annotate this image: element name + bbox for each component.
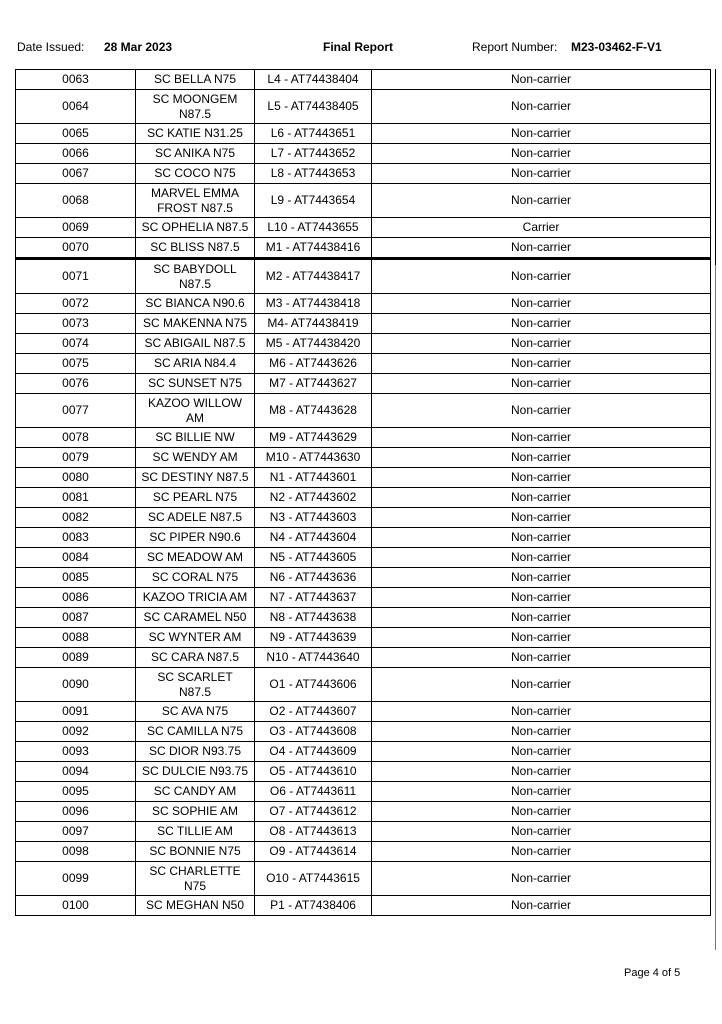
carrier-status-cell: Non-carrier [372,722,711,742]
tag-id-cell: O9 - AT7443614 [255,842,372,862]
sample-id-cell: 0068 [16,184,136,218]
tag-id-cell: N4 - AT7443604 [255,528,372,548]
tag-id-cell: N2 - AT7443602 [255,488,372,508]
animal-name-cell [136,528,255,548]
tag-id-cell: M4- AT74438419 [255,314,372,334]
tag-id-cell: O8 - AT7443613 [255,822,372,842]
sample-id-cell: 0082 [16,508,136,528]
animal-name-cell [136,354,255,374]
margin-rule-lower [715,265,716,950]
animal-name-cell [136,802,255,822]
sample-id-cell: 0072 [16,294,136,314]
table-row [16,144,711,164]
animal-name-line: SC KATIE N31.25 [147,126,243,140]
sample-id-cell: 0071 [16,259,136,294]
carrier-status-cell: Non-carrier [372,608,711,628]
table-row [16,90,711,124]
sample-id-cell: 0077 [16,394,136,428]
sample-id-cell: 0087 [16,608,136,628]
carrier-status-cell: Non-carrier [372,448,711,468]
tag-id-cell: L8 - AT7443653 [255,164,372,184]
animal-name-cell [136,374,255,394]
sample-id-cell: 0098 [16,842,136,862]
tag-id-cell: L9 - AT7443654 [255,184,372,218]
animal-name-cell [136,842,255,862]
sample-id-cell: 0070 [16,238,136,259]
sample-id-cell: 0064 [16,90,136,124]
animal-name-cell [136,238,255,259]
carrier-status-cell: Non-carrier [372,374,711,394]
carrier-status-cell: Non-carrier [372,354,711,374]
table-row [16,428,711,448]
animal-name-cell [136,702,255,722]
report-number-value: M23-03462-F-V1 [571,40,662,54]
animal-name-cell [136,742,255,762]
animal-name-cell [136,184,255,218]
animal-name-line: N75 [183,878,206,893]
table-row [16,802,711,822]
table-row [16,164,711,184]
animal-name-line: SC CAMILLA N75 [146,724,244,738]
table-row [16,608,711,628]
animal-name-line: AM [186,410,204,425]
sample-id-cell: 0065 [16,124,136,144]
table-row [16,588,711,608]
sample-id-cell: 0100 [16,896,136,916]
carrier-status-cell: Non-carrier [372,802,711,822]
table-row [16,528,711,548]
sample-id-cell: 0066 [16,144,136,164]
carrier-status-cell: Non-carrier [372,90,711,124]
carrier-status-cell: Non-carrier [372,70,711,90]
table-row [16,548,711,568]
sample-id-cell: 0076 [16,374,136,394]
carrier-status-cell: Non-carrier [372,842,711,862]
sample-id-cell: 0078 [16,428,136,448]
animal-name-line: SC SUNSET N75 [148,376,242,390]
table-row [16,568,711,588]
tag-id-cell: N5 - AT7443605 [255,548,372,568]
animal-name-cell [136,259,255,294]
table-row [16,628,711,648]
sample-id-cell: 0075 [16,354,136,374]
sample-id-cell: 0083 [16,528,136,548]
tag-id-cell: O1 - AT7443606 [255,668,372,702]
animal-name-cell [136,70,255,90]
animal-name-line: SC AVA N75 [161,704,229,718]
sample-id-cell: 0081 [16,488,136,508]
animal-name-cell [136,822,255,842]
carrier-status-cell: Non-carrier [372,394,711,428]
table-row [16,394,711,428]
animal-name-line: SC BIANCA N90.6 [145,296,245,310]
sample-id-cell: 0074 [16,334,136,354]
sample-id-cell: 0063 [16,70,136,90]
tag-id-cell: O3 - AT7443608 [255,722,372,742]
table-row [16,722,711,742]
table-row [16,468,711,488]
animal-name-line: KAZOO WILLOW [147,395,242,410]
tag-id-cell: L7 - AT7443652 [255,144,372,164]
results-table-container [15,69,711,916]
table-row [16,374,711,394]
sample-id-cell: 0084 [16,548,136,568]
report-header [0,40,722,56]
carrier-status-cell: Non-carrier [372,588,711,608]
animal-name-line: N87.5 [178,276,212,291]
table-row [16,762,711,782]
report-number-label: Report Number: [472,40,558,54]
results-table [15,69,711,916]
animal-name-cell [136,628,255,648]
carrier-status-cell: Non-carrier [372,259,711,294]
carrier-status-cell: Non-carrier [372,468,711,488]
table-row [16,448,711,468]
animal-name-line: SC SOPHIE AM [151,804,239,818]
sample-id-cell: 0095 [16,782,136,802]
table-row [16,782,711,802]
sample-id-cell: 0086 [16,588,136,608]
tag-id-cell: P1 - AT7438406 [255,896,372,916]
tag-id-cell: N3 - AT7443603 [255,508,372,528]
animal-name-line: N87.5 [178,684,212,699]
carrier-status-cell: Non-carrier [372,782,711,802]
tag-id-cell: N1 - AT7443601 [255,468,372,488]
carrier-status-cell: Non-carrier [372,334,711,354]
carrier-status-cell: Non-carrier [372,822,711,842]
table-row [16,702,711,722]
table-row [16,354,711,374]
results-table-body [16,70,711,916]
table-row [16,896,711,916]
animal-name-cell [136,862,255,896]
carrier-status-cell: Non-carrier [372,528,711,548]
carrier-status-cell: Non-carrier [372,314,711,334]
animal-name-cell [136,124,255,144]
carrier-status-cell: Non-carrier [372,184,711,218]
animal-name-line: SC BONNIE N75 [149,844,241,858]
tag-id-cell: M7 - AT7443627 [255,374,372,394]
table-row [16,259,711,294]
table-row [16,842,711,862]
animal-name-line: SC DULCIE N93.75 [141,764,249,778]
animal-name-cell [136,218,255,238]
carrier-status-cell: Non-carrier [372,668,711,702]
tag-id-cell: M10 - AT7443630 [255,448,372,468]
animal-name-cell [136,314,255,334]
animal-name-line: SC MAKENNA N75 [142,316,248,330]
table-row [16,218,711,238]
animal-name-line: SC CARAMEL N50 [143,610,247,624]
animal-name-line: FROST N87.5 [157,200,233,215]
animal-name-line: SC BELLA N75 [153,72,237,86]
carrier-status-cell: Non-carrier [372,124,711,144]
carrier-status-cell: Non-carrier [372,702,711,722]
animal-name-cell [136,394,255,428]
animal-name-line: SC ABIGAIL N87.5 [144,336,246,350]
carrier-status-cell: Non-carrier [372,164,711,184]
sample-id-cell: 0091 [16,702,136,722]
carrier-status-cell: Non-carrier [372,896,711,916]
animal-name-line: SC ARIA N84.4 [153,356,237,370]
tag-id-cell: N7 - AT7443637 [255,588,372,608]
animal-name-line: SC DESTINY N87.5 [141,470,249,484]
carrier-status-cell: Carrier [372,218,711,238]
animal-name-cell [136,722,255,742]
animal-name-line: SC WENDY AM [152,450,238,464]
sample-id-cell: 0096 [16,802,136,822]
animal-name-line: KAZOO TRICIA AM [142,590,248,604]
animal-name-line: SC MEADOW AM [146,550,243,564]
sample-id-cell: 0092 [16,722,136,742]
animal-name-cell [136,294,255,314]
report-title: Final Report [323,40,394,54]
tag-id-cell: M8 - AT7443628 [255,394,372,428]
tag-id-cell: L10 - AT7443655 [255,218,372,238]
page-number: Page 4 of 5 [624,967,681,979]
tag-id-cell: M2 - AT74438417 [255,259,372,294]
table-row [16,488,711,508]
tag-id-cell: N10 - AT7443640 [255,648,372,668]
animal-name-line: SC DIOR N93.75 [148,744,242,758]
table-row [16,822,711,842]
table-row [16,314,711,334]
animal-name-cell [136,568,255,588]
sample-id-cell: 0085 [16,568,136,588]
carrier-status-cell: Non-carrier [372,568,711,588]
tag-id-cell: M5 - AT74438420 [255,334,372,354]
animal-name-line: SC BILLIE NW [155,430,235,444]
sample-id-cell: 0090 [16,668,136,702]
animal-name-line: SC PEARL N75 [152,490,238,504]
animal-name-cell [136,588,255,608]
animal-name-line: N87.5 [178,106,212,121]
carrier-status-cell: Non-carrier [372,428,711,448]
table-row [16,648,711,668]
animal-name-cell [136,548,255,568]
carrier-status-cell: Non-carrier [372,294,711,314]
sample-id-cell: 0073 [16,314,136,334]
animal-name-cell [136,608,255,628]
tag-id-cell: L6 - AT7443651 [255,124,372,144]
tag-id-cell: O6 - AT7443611 [255,782,372,802]
animal-name-line: SC CORAL N75 [151,570,239,584]
animal-name-cell [136,90,255,124]
table-row [16,862,711,896]
tag-id-cell: L4 - AT74438404 [255,70,372,90]
animal-name-line: SC MOONGEM [152,91,238,106]
animal-name-line: SC ADELE N87.5 [147,510,243,524]
tag-id-cell: N9 - AT7443639 [255,628,372,648]
sample-id-cell: 0093 [16,742,136,762]
tag-id-cell: O4 - AT7443609 [255,742,372,762]
tag-id-cell: M9 - AT7443629 [255,428,372,448]
animal-name-line: SC BABYDOLL [153,261,237,276]
table-row [16,238,711,259]
animal-name-line: SC ANIKA N75 [154,146,236,160]
date-issued-value: 28 Mar 2023 [104,40,173,54]
animal-name-line: SC CHARLETTE [149,863,241,878]
carrier-status-cell: Non-carrier [372,144,711,164]
sample-id-cell: 0094 [16,762,136,782]
animal-name-cell [136,468,255,488]
animal-name-line: SC TILLIE AM [157,824,233,838]
tag-id-cell: O10 - AT7443615 [255,862,372,896]
tag-id-cell: M1 - AT74438416 [255,238,372,259]
table-row [16,70,711,90]
table-row [16,184,711,218]
sample-id-cell: 0088 [16,628,136,648]
tag-id-cell: N8 - AT7443638 [255,608,372,628]
tag-id-cell: O2 - AT7443607 [255,702,372,722]
animal-name-line: SC PIPER N90.6 [149,530,241,544]
carrier-status-cell: Non-carrier [372,648,711,668]
table-row [16,334,711,354]
carrier-status-cell: Non-carrier [372,862,711,896]
animal-name-line: SC CANDY AM [153,784,237,798]
animal-name-cell [136,782,255,802]
animal-name-line: SC MEGHAN N50 [145,898,245,912]
animal-name-cell [136,144,255,164]
animal-name-line: SC COCO N75 [154,166,236,180]
carrier-status-cell: Non-carrier [372,238,711,259]
sample-id-cell: 0089 [16,648,136,668]
table-row [16,124,711,144]
animal-name-cell [136,508,255,528]
sample-id-cell: 0079 [16,448,136,468]
tag-id-cell: M6 - AT7443626 [255,354,372,374]
animal-name-line: SC SCARLET [157,669,233,684]
carrier-status-cell: Non-carrier [372,508,711,528]
carrier-status-cell: Non-carrier [372,742,711,762]
sample-id-cell: 0097 [16,822,136,842]
tag-id-cell: O5 - AT7443610 [255,762,372,782]
sample-id-cell: 0099 [16,862,136,896]
date-issued-label: Date Issued: [17,40,85,54]
animal-name-line: SC WYNTER AM [148,630,242,644]
carrier-status-cell: Non-carrier [372,762,711,782]
sample-id-cell: 0067 [16,164,136,184]
animal-name-cell [136,448,255,468]
sample-id-cell: 0069 [16,218,136,238]
animal-name-line: SC BLISS N87.5 [150,240,240,254]
tag-id-cell: O7 - AT7443612 [255,802,372,822]
table-row [16,508,711,528]
animal-name-cell [136,164,255,184]
carrier-status-cell: Non-carrier [372,548,711,568]
animal-name-cell [136,648,255,668]
table-row [16,668,711,702]
animal-name-line: SC OPHELIA N87.5 [141,220,249,234]
animal-name-cell [136,428,255,448]
animal-name-cell [136,488,255,508]
margin-rule [715,69,716,265]
tag-id-cell: M3 - AT74438418 [255,294,372,314]
tag-id-cell: N6 - AT7443636 [255,568,372,588]
animal-name-cell [136,896,255,916]
animal-name-cell [136,762,255,782]
table-row [16,742,711,762]
tag-id-cell: L5 - AT74438405 [255,90,372,124]
animal-name-cell [136,668,255,702]
sample-id-cell: 0080 [16,468,136,488]
carrier-status-cell: Non-carrier [372,488,711,508]
table-row [16,294,711,314]
carrier-status-cell: Non-carrier [372,628,711,648]
animal-name-line: MARVEL EMMA [150,185,240,200]
animal-name-cell [136,334,255,354]
animal-name-line: SC CARA N87.5 [150,650,240,664]
